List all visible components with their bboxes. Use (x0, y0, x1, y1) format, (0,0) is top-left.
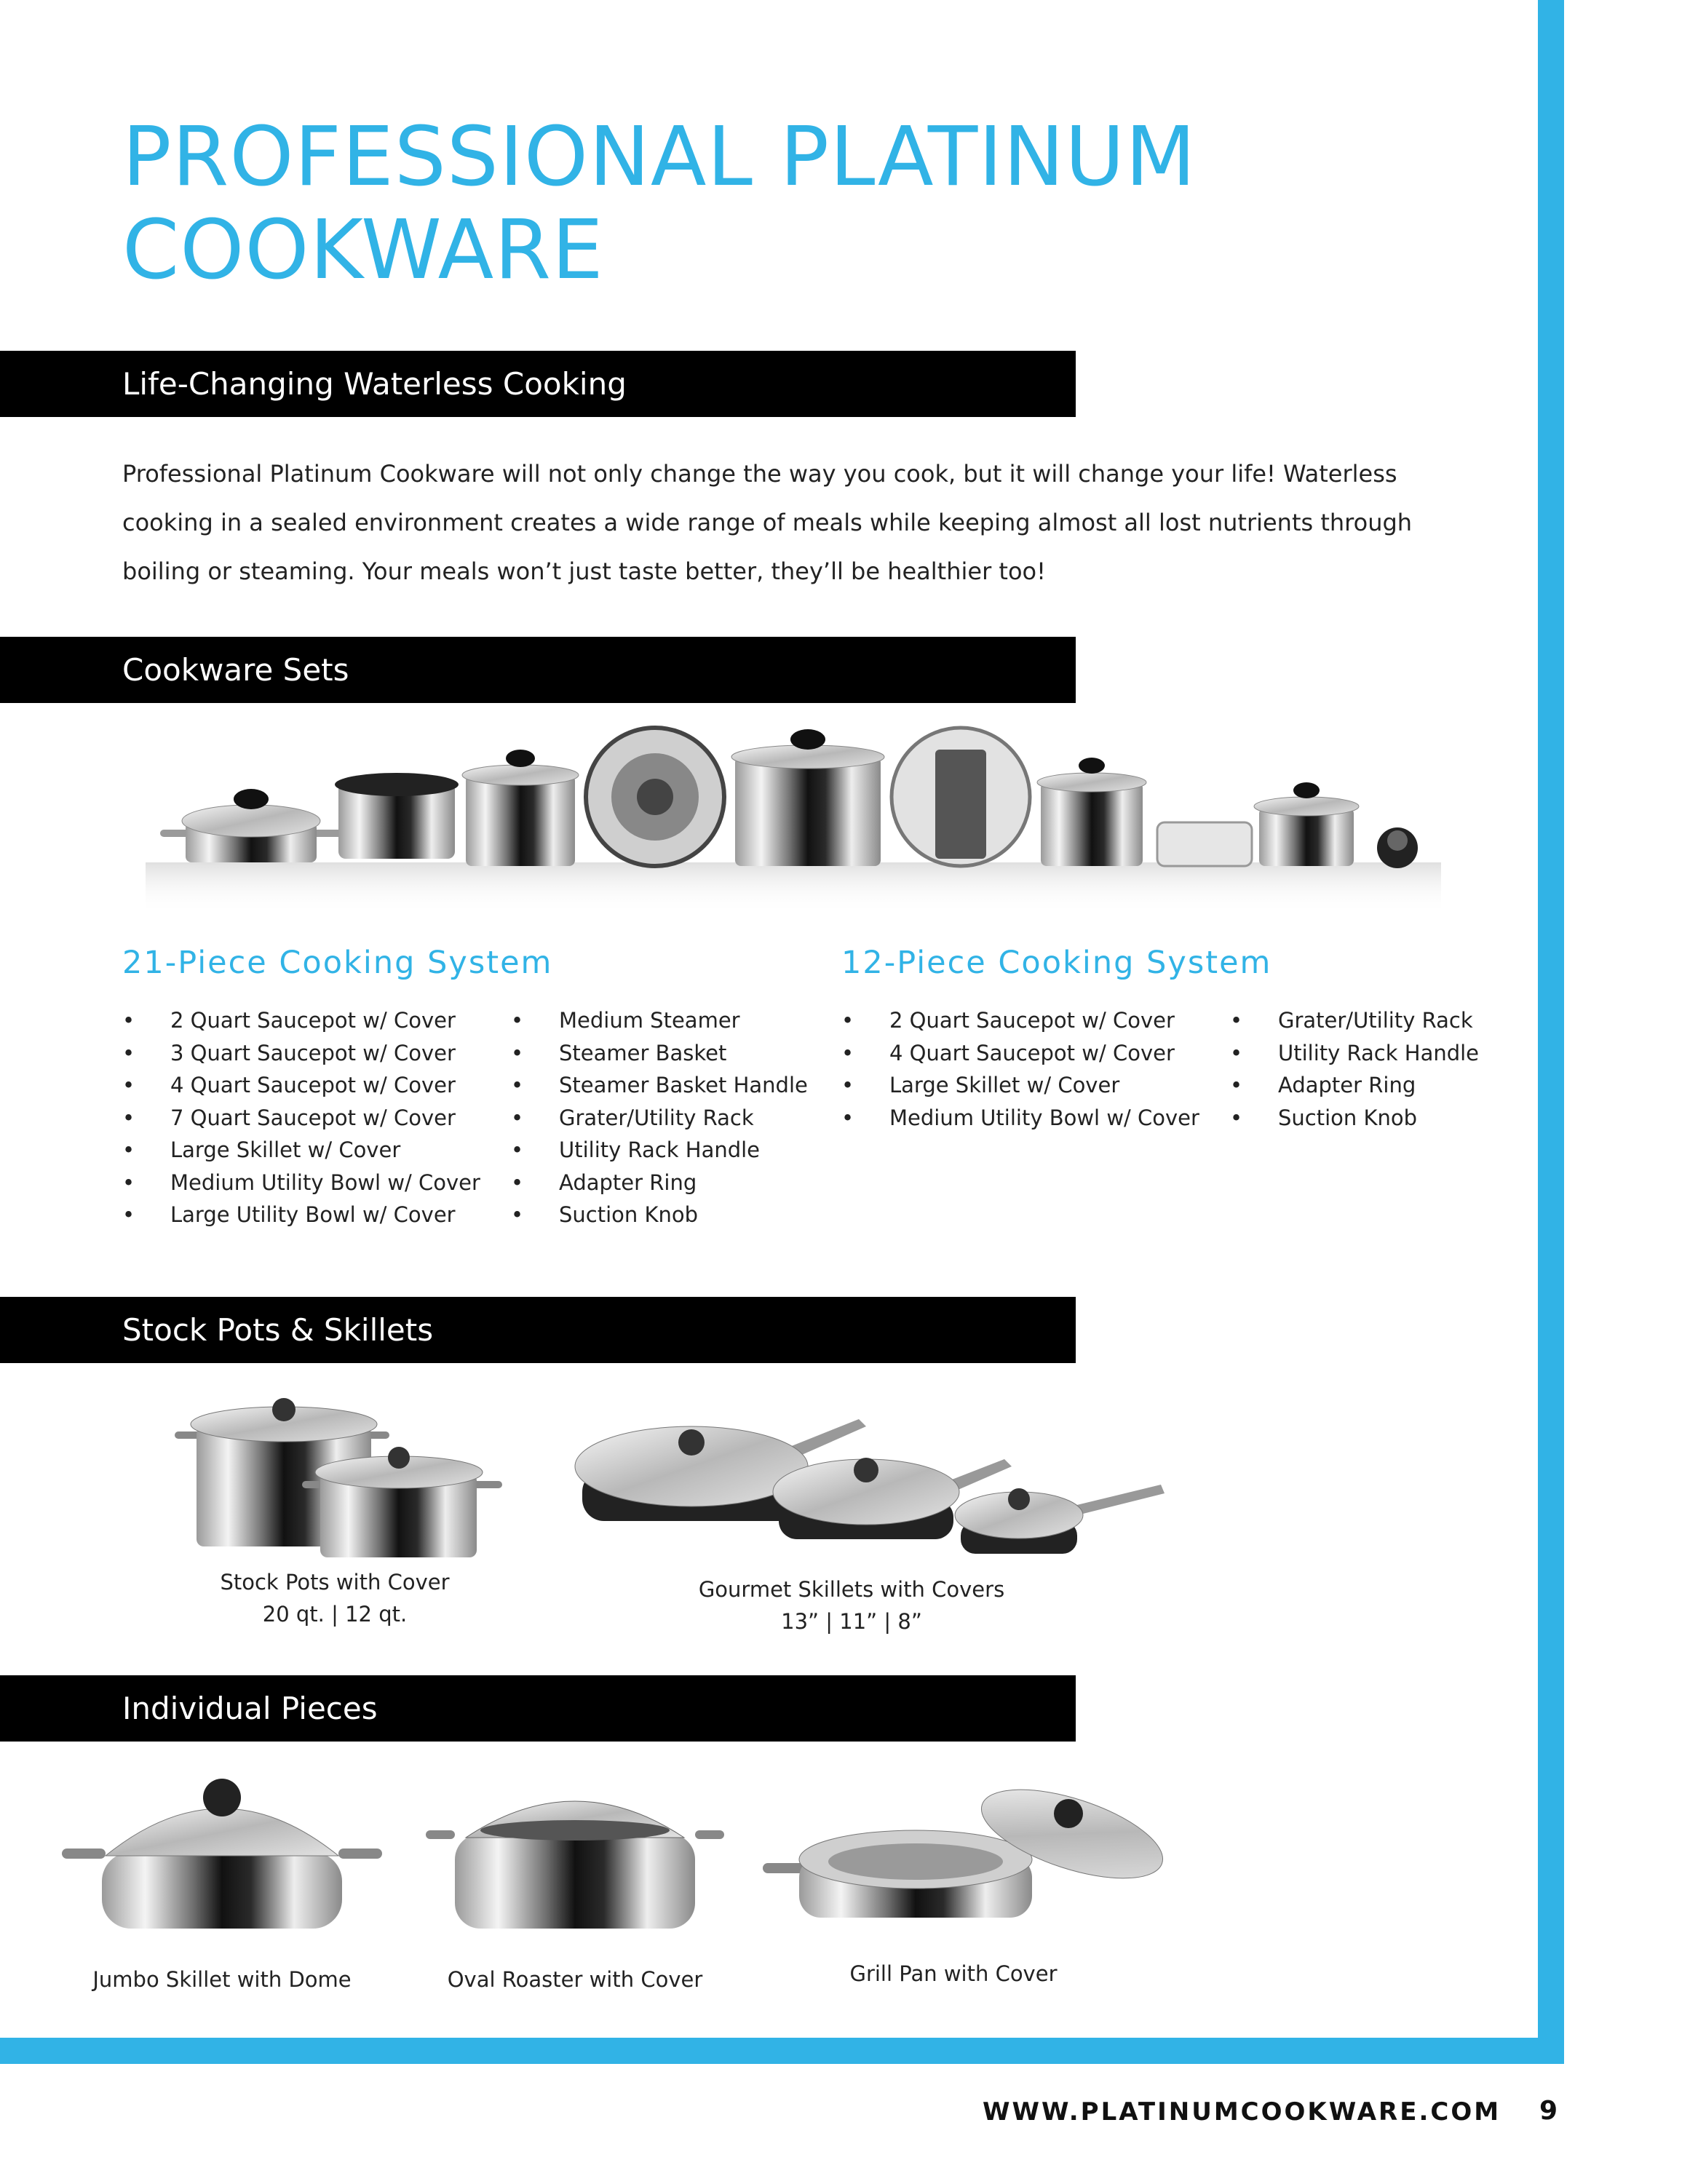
cookware-set-image (146, 720, 1441, 917)
gourmet-skillets-label: Gourmet Skillets with Covers (698, 1577, 1005, 1602)
system-21-list-item: • 2 Quart Saucepot w/ Cover (122, 1004, 480, 1037)
large-pot-piece (731, 729, 884, 866)
small-pot-piece (1254, 782, 1359, 866)
system-21-list-item: • Large Utility Bowl w/ Cover (122, 1199, 480, 1231)
section-bar-cookware-sets: Cookware Sets (0, 637, 1076, 703)
system-21-list-item: • Medium Utility Bowl w/ Cover (122, 1167, 480, 1199)
stock-pots-label: Stock Pots with Cover (220, 1570, 450, 1595)
gourmet-skillets-caption (626, 1573, 1077, 1637)
system-12-list-col1 (841, 1004, 1199, 1134)
section-bar-waterless: Life-Changing Waterless Cooking (0, 351, 1076, 417)
fry-basket-piece (1157, 822, 1252, 866)
system-12-list-item: • Medium Utility Bowl w/ Cover (841, 1102, 1199, 1135)
footer-website-link[interactable]: WWW.PLATINUMCOOKWARE.COM (983, 2097, 1501, 2127)
system-21-list-item: • Adapter Ring (511, 1167, 808, 1199)
gourmet-skillets-sizes: 13” | 11” | 8” (781, 1609, 922, 1634)
system-21-list-item: • Suction Knob (511, 1199, 808, 1231)
section-bar-stock-pots: Stock Pots & Skillets (0, 1297, 1076, 1363)
suction-knob-piece (1377, 827, 1418, 868)
grill-pan-caption: Grill Pan with Cover (849, 1961, 1058, 1986)
system-12-list-item: • 2 Quart Saucepot w/ Cover (841, 1004, 1199, 1037)
gourmet-skillets-image (568, 1405, 1172, 1565)
system-21-list-item: • 4 Quart Saucepot w/ Cover (122, 1069, 480, 1102)
system-12-list-item: • Suction Knob (1230, 1102, 1479, 1135)
system-12-list-col2 (1230, 1004, 1479, 1134)
page-number: 9 (1539, 2096, 1558, 2126)
stock-pots-sizes: 20 qt. | 12 qt. (262, 1602, 408, 1627)
system-21-list-item: • Medium Steamer (511, 1004, 808, 1037)
saucepot-piece (462, 750, 579, 866)
section-bar-individual: Individual Pieces (0, 1675, 1076, 1742)
system-12-list-item: • Large Skillet w/ Cover (841, 1069, 1199, 1102)
system-21-title: 21-Piece Cooking System (122, 945, 553, 981)
system-21-list-item: • 3 Quart Saucepot w/ Cover (122, 1037, 480, 1070)
system-12-title: 12-Piece Cooking System (841, 945, 1272, 981)
system-21-list-item: • 7 Quart Saucepot w/ Cover (122, 1102, 480, 1135)
grill-pan-image (763, 1776, 1170, 1936)
oval-roaster-caption: Oval Roaster with Cover (447, 1967, 703, 1992)
system-12-list-item: • Adapter Ring (1230, 1069, 1479, 1102)
steamer-basket-piece (586, 728, 724, 866)
system-12-list-item: • 4 Quart Saucepot w/ Cover (841, 1037, 1199, 1070)
steamer-piece (335, 773, 459, 859)
system-12-list-item: • Grater/Utility Rack (1230, 1004, 1479, 1037)
system-21-list-item: • Large Skillet w/ Cover (122, 1134, 480, 1167)
saucepot-2-piece (1037, 758, 1146, 866)
grater-rack-piece (892, 728, 1030, 866)
page-title: PROFESSIONAL PLATINUM COOKWARE (122, 110, 1197, 298)
stock-pots-image (175, 1386, 509, 1561)
system-21-list-item: • Steamer Basket Handle (511, 1069, 808, 1102)
system-21-list-item: • Grater/Utility Rack (511, 1102, 808, 1135)
jumbo-skillet-caption: Jumbo Skillet with Dome (92, 1967, 352, 1992)
accent-border-bottom (0, 2038, 1564, 2064)
accent-border-right (1538, 0, 1564, 2064)
stock-pots-caption (116, 1566, 553, 1630)
system-21-list-item: • Utility Rack Handle (511, 1134, 808, 1167)
skillet-piece (160, 789, 342, 862)
jumbo-skillet-image (62, 1768, 382, 1936)
intro-paragraph: Professional Platinum Cookware will not only change the way you cook, but it will change your life! Waterless cooking in a sealed environment creates a wide range of meals while keeping almost all lost nutrients through boiling or steaming. Your meals won’t just taste better, they’ll be healthier too! (122, 460, 1413, 585)
oval-roaster-image (426, 1776, 724, 1936)
system-21-list-col2 (511, 1004, 808, 1231)
system-21-list-col1 (122, 1004, 480, 1231)
system-12-list-item: • Utility Rack Handle (1230, 1037, 1479, 1070)
system-21-list-item: • Steamer Basket (511, 1037, 808, 1070)
